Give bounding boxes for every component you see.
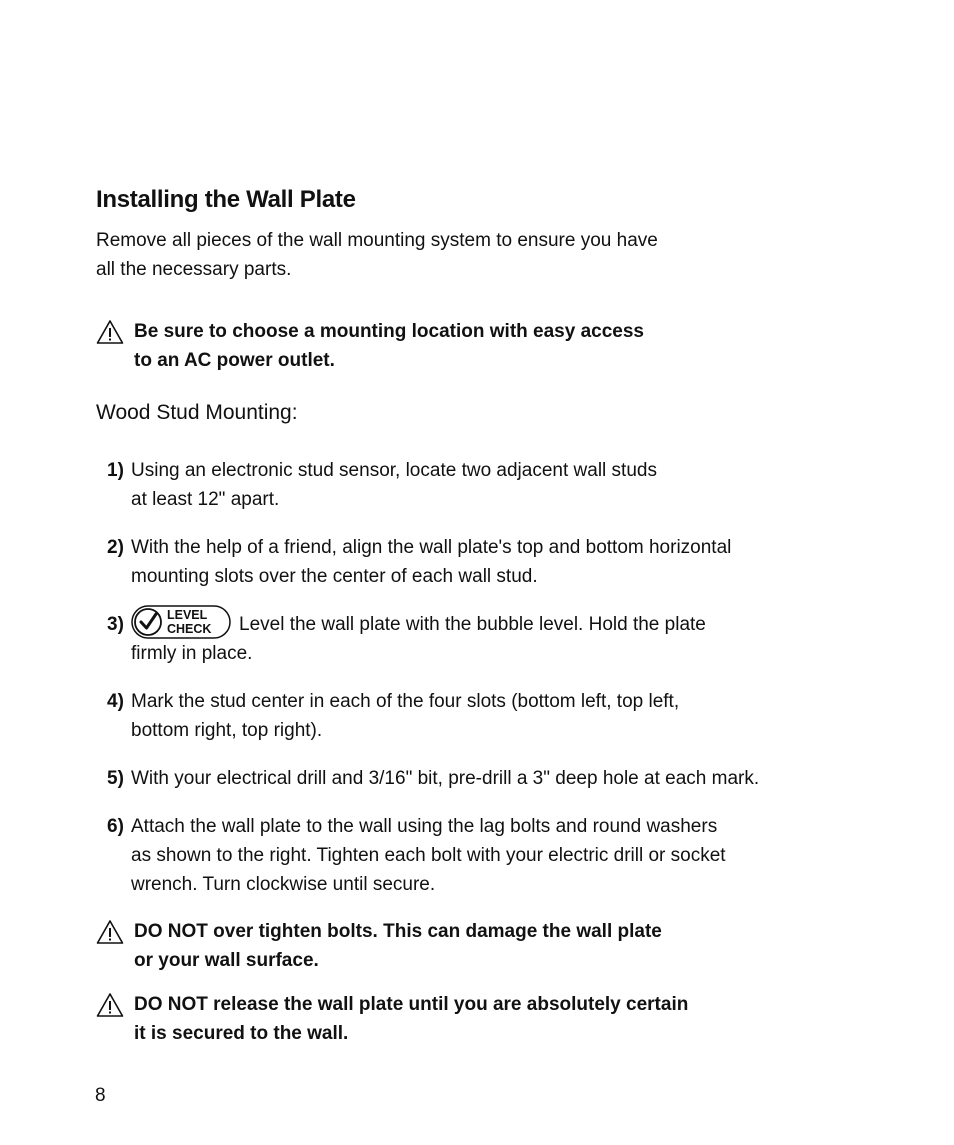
step-line: With the help of a friend, align the wall plate's top and bottom horizontal: [131, 537, 732, 558]
step-line: wrench. Turn clockwise until secure.: [131, 874, 436, 895]
step-text: [131, 456, 657, 514]
step-line: Attach the wall plate to the wall using the lag bolts and round washers: [131, 816, 718, 837]
warning-triangle-icon: [96, 319, 124, 345]
warning-text: [134, 917, 662, 975]
warning-line: or your wall surface.: [134, 950, 319, 971]
step-line: With your electrical drill and 3/16" bit, pre-drill a 3" deep hole at each mark.: [131, 768, 760, 789]
step-line: firmly in place.: [131, 643, 253, 664]
step-line: Mark the stud center in each of the four slots (bottom left, top left,: [131, 691, 680, 712]
warning-line: DO NOT over tighten bolts. This can damage the wall plate: [134, 921, 662, 942]
step-number: 3): [107, 614, 124, 635]
section-heading: Wood Stud Mounting:: [96, 401, 298, 424]
warning-line: to an AC power outlet.: [134, 350, 335, 371]
warning-triangle-icon: [96, 992, 124, 1018]
step-text: [131, 687, 679, 745]
step-number: 5): [107, 768, 124, 789]
step-text: [131, 764, 759, 793]
warning-text: [134, 317, 644, 375]
step-text: [131, 533, 731, 591]
intro-line: Remove all pieces of the wall mounting system to ensure you have: [96, 230, 658, 251]
badge-line-2: CHECK: [167, 621, 212, 636]
step-number: 2): [107, 537, 124, 558]
step-line: Using an electronic stud sensor, locate two adjacent wall studs: [131, 460, 657, 481]
step-line: [131, 607, 706, 639]
step-text: [131, 607, 706, 668]
intro-line: all the necessary parts.: [96, 259, 292, 280]
page-number: 8: [95, 1085, 106, 1106]
badge-line-1: LEVEL: [167, 607, 208, 622]
intro-paragraph: [96, 226, 796, 284]
step-number: 1): [107, 460, 124, 481]
warning-line: DO NOT release the wall plate until you are absolutely certain: [134, 994, 689, 1015]
step-line: mounting slots over the center of each wall stud.: [131, 566, 538, 587]
warning-text: [134, 990, 688, 1048]
warning-triangle-icon: [96, 919, 124, 945]
level-check-icon: [131, 605, 231, 639]
warning-line: Be sure to choose a mounting location with easy access: [134, 321, 644, 342]
step-line: as shown to the right. Tighten each bolt with your electric drill or socket: [131, 845, 726, 866]
step-number: 6): [107, 816, 124, 837]
warning-line: it is secured to the wall.: [134, 1023, 349, 1044]
step-line-text: Level the wall plate with the bubble level. Hold the plate: [239, 614, 706, 635]
step-line: at least 12" apart.: [131, 489, 280, 510]
step-number: 4): [107, 691, 124, 712]
step-line: bottom right, top right).: [131, 720, 323, 741]
step-text: [131, 812, 726, 899]
page-title: Installing the Wall Plate: [96, 186, 356, 213]
